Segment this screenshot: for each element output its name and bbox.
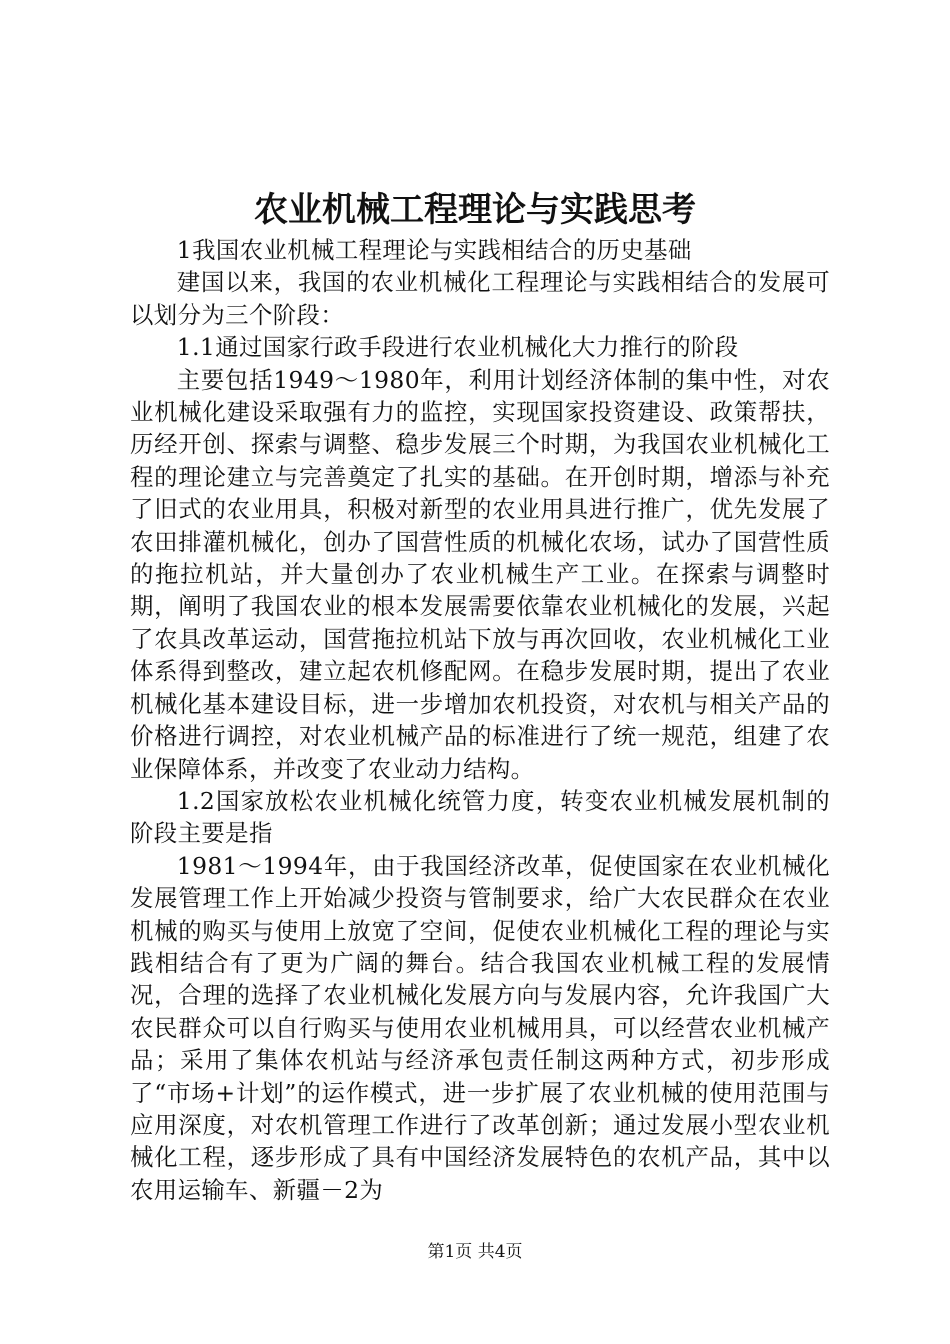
page-footer: 第1页 共4页	[427, 1242, 523, 1262]
paragraph-intro: 建国以来，我国的农业机械化工程理论与实践相结合的发展可以划分为三个阶段：	[130, 268, 830, 329]
paragraph-stage-1: 主要包括1949～1980年，利用计划经济体制的集中性，对农业机械化建设采取强有力的监控，实现国家投资建设、政策帮扶，历经开创、探索与调整、稳步发展三个时期，为我国农业机械化工程的理论建立与完善奠定了扎实的基础。在开创时期，增添与补充了旧式的农业用具，积极对新型的农业用具进行推广，优先发展了农田排灌机械化，创办了国营性质的机械化农场，试办了国营性质的拖拉机站，并大量创办了农业机械生产工业。在探索与调整时期，阐明了我国农业的根本发展需要依靠农业机械化的发展，兴起了农具改革运动，国营拖拉机站下放与再次回收，农业机械化工业体系得到整改，建立起农机修配网。在稳步发展时期，提出了农业机械化基本建设目标，进一步增加农机投资，对农机与相关产品的价格进行调控，对农业机械产品的标准进行了统一规范，组建了农业保障体系，并改变了农业动力结构。	[130, 365, 830, 783]
section-heading-1-1: 1.1通过国家行政手段进行农业机械化大力推行的阶段	[176, 333, 739, 362]
document-title: 农业机械工程理论与实践思考	[254, 190, 696, 230]
paragraph-stage-2: 1981～1994年，由于我国经济改革，促使国家在农业机械化发展管理工作上开始减少投资与管制要求，给广大农民群众在农业机械的购买与使用上放宽了空间，促使农业机械化工程的理论与实践相结合有了更为广阔的舞台。结合我国农业机械工程的发展情况，合理的选择了农业机械化发展方向与发展内容，允许我国广大农民群众可以自行购买与使用农业机械用具，可以经营农业机械产品；采用了集体农机站与经济承包责任制这两种方式，初步形成了“市场+计划”的运作模式，进一步扩展了农业机械的使用范围与应用深度，对农机管理工作进行了改革创新；通过发展小型农业机械化工程，逐步形成了具有中国经济发展特色的农机产品，其中以农用运输车、新疆－2为	[130, 851, 830, 1204]
section-heading-1: 1我国农业机械工程理论与实践相结合的历史基础	[176, 236, 692, 264]
section-heading-1-2: 1.2国家放松农业机械化统管力度，转变农业机械发展机制的阶段主要是指	[130, 786, 830, 848]
document-body	[130, 234, 830, 1206]
